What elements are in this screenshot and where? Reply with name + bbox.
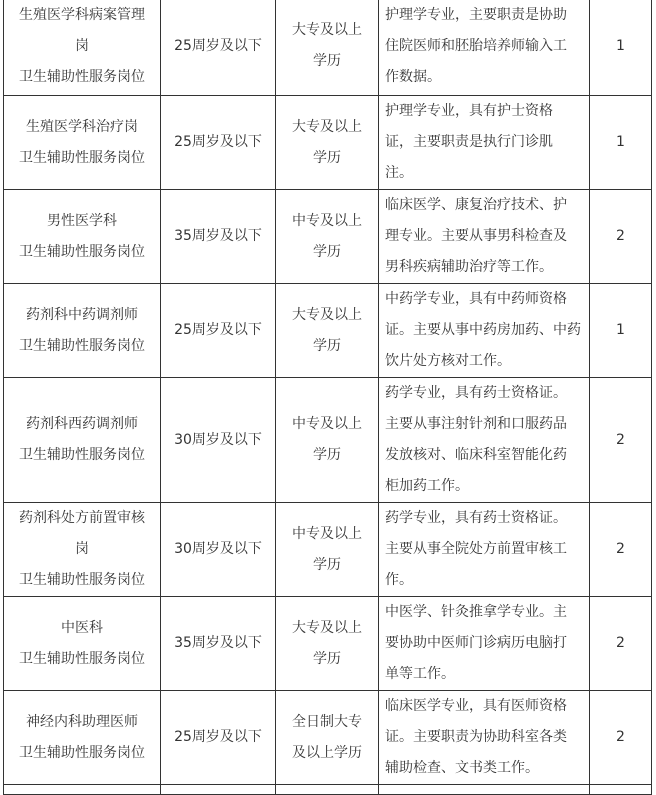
headcount-cell: 1: [590, 96, 652, 190]
requirements-cell: [379, 691, 590, 785]
post-name-line: 卫生辅助性服务岗位: [19, 650, 145, 667]
education-cell: [276, 0, 379, 96]
post-name-cell: [4, 96, 161, 190]
education-line: 大专及以上: [292, 619, 362, 636]
post-name-line: 神经内科助理医师: [26, 713, 138, 730]
education-cell: [276, 378, 379, 503]
requirements-line: 药学专业，具有药士资格证。: [385, 510, 567, 526]
post-name-line: 卫生辅助性服务岗位: [19, 243, 145, 260]
age-cell: 35周岁及以下: [161, 597, 276, 691]
post-name-line: 生殖医学科治疗岗: [26, 118, 138, 135]
age-cell: 30周岁及以下: [161, 503, 276, 597]
education-cell: [276, 190, 379, 284]
education-line: 中专及以上: [292, 212, 362, 229]
post-name-line: 卫生辅助性服务岗位: [19, 68, 145, 85]
post-name-line: 生殖医学科病案管理: [19, 6, 145, 23]
empty-cell: [276, 785, 379, 795]
age-cell: 30周岁及以下: [161, 378, 276, 503]
headcount-cell: 2: [590, 691, 652, 785]
post-name-cell: [4, 0, 161, 96]
table-row: [4, 503, 652, 597]
post-name-line: 药剂科西药调剂师: [26, 416, 138, 432]
requirements-line: 临床医学、康复治疗技术、护: [385, 197, 567, 213]
requirements-line: 发放核对、临床科室智能化药: [385, 447, 567, 463]
table-row: [4, 378, 652, 503]
table-row: [4, 597, 652, 691]
table-row: [4, 96, 652, 190]
empty-cell: [590, 785, 652, 795]
headcount-cell: 1: [590, 284, 652, 378]
post-name-line: 卫生辅助性服务岗位: [19, 572, 145, 588]
requirements-line: 住院医师和胚胎培养师输入工: [385, 37, 567, 54]
requirements-cell: [379, 378, 590, 503]
education-line: 大专及以上: [292, 22, 362, 38]
post-name-line: 药剂科中药调剂师: [26, 306, 138, 323]
table-row: [4, 785, 652, 795]
empty-cell: [379, 785, 590, 795]
education-line: 学历: [313, 447, 341, 463]
education-line: 及以上学历: [292, 744, 362, 761]
requirements-line: 辅助检查、文书类工作。: [385, 760, 539, 776]
requirements-line: 饮片处方核对工作。: [385, 353, 511, 369]
table-row: [4, 691, 652, 785]
requirements-line: 药学专业，具有药士资格证。: [385, 385, 567, 401]
requirements-line: 单等工作。: [385, 666, 455, 682]
education-cell: [276, 96, 379, 190]
age-cell: 25周岁及以下: [161, 0, 276, 96]
requirements-cell: [379, 0, 590, 96]
requirements-line: 护理学专业，具有护士资格: [385, 103, 553, 119]
requirements-line: 证，主要职责是执行门诊肌: [385, 134, 553, 150]
requirements-cell: [379, 96, 590, 190]
education-cell: [276, 597, 379, 691]
post-name-line: 药剂科处方前置审核: [19, 510, 145, 526]
post-name-cell: [4, 503, 161, 597]
headcount-cell: 2: [590, 503, 652, 597]
education-line: 全日制大专: [292, 713, 362, 730]
requirements-line: 注。: [385, 165, 413, 181]
post-name-cell: [4, 691, 161, 785]
requirements-line: 中医学、针灸推拿学专业。主: [385, 604, 567, 620]
age-cell: 25周岁及以下: [161, 96, 276, 190]
requirements-line: 作数据。: [385, 68, 441, 85]
requirements-line: 证。主要职责为协助科室各类: [385, 729, 567, 745]
requirements-line: 主要从事全院处方前置审核工: [385, 541, 567, 557]
post-name-cell: [4, 378, 161, 503]
post-name-line: 卫生辅助性服务岗位: [19, 337, 145, 354]
age-cell: 25周岁及以下: [161, 284, 276, 378]
requirements-line: 要协助中医师门诊病历电脑打: [385, 635, 567, 651]
requirements-line: 护理学专业，主要职责是协助: [385, 6, 567, 23]
table-row: [4, 284, 652, 378]
headcount-cell: 1: [590, 0, 652, 96]
post-name-cell: [4, 190, 161, 284]
empty-cell: [161, 785, 276, 795]
recruitment-table: [3, 0, 652, 795]
requirements-line: 作。: [385, 572, 413, 588]
requirements-line: 柜加药工作。: [385, 478, 469, 494]
requirements-line: 临床医学专业，具有医师资格: [385, 698, 567, 714]
education-line: 学历: [313, 556, 341, 573]
post-name-line: 卫生辅助性服务岗位: [19, 149, 145, 166]
education-line: 学历: [313, 650, 341, 667]
education-cell: [276, 284, 379, 378]
headcount-cell: 2: [590, 190, 652, 284]
requirements-line: 证。主要从事中药房加药、中药: [385, 322, 581, 338]
requirements-cell: [379, 597, 590, 691]
requirements-cell: [379, 190, 590, 284]
post-name-line: 岗: [75, 37, 89, 54]
requirements-line: 男科疾病辅助治疗等工作。: [385, 259, 553, 275]
education-line: 学历: [313, 149, 341, 166]
education-cell: [276, 503, 379, 597]
post-name-line: 中医科: [61, 619, 103, 636]
education-line: 大专及以上: [292, 118, 362, 135]
education-line: 学历: [313, 337, 341, 354]
post-name-line: 岗: [75, 541, 89, 557]
post-name-cell: [4, 597, 161, 691]
requirements-cell: [379, 284, 590, 378]
requirements-line: 理专业。主要从事男科检查及: [385, 228, 567, 244]
requirements-line: 主要从事注射针剂和口服药品: [385, 416, 567, 432]
education-line: 学历: [313, 53, 341, 69]
education-line: 中专及以上: [292, 416, 362, 432]
headcount-cell: 2: [590, 597, 652, 691]
requirements-cell: [379, 503, 590, 597]
education-line: 大专及以上: [292, 306, 362, 323]
table-row: [4, 0, 652, 96]
headcount-cell: 2: [590, 378, 652, 503]
education-line: 中专及以上: [292, 525, 362, 542]
post-name-cell: [4, 284, 161, 378]
table-row: [4, 190, 652, 284]
education-cell: [276, 691, 379, 785]
education-line: 学历: [313, 243, 341, 260]
post-name-line: 卫生辅助性服务岗位: [19, 447, 145, 463]
age-cell: 35周岁及以下: [161, 190, 276, 284]
age-cell: 25周岁及以下: [161, 691, 276, 785]
empty-cell: [4, 785, 161, 795]
post-name-line: 男性医学科: [47, 212, 117, 229]
post-name-line: 卫生辅助性服务岗位: [19, 744, 145, 761]
requirements-line: 中药学专业，具有中药师资格: [385, 291, 567, 307]
